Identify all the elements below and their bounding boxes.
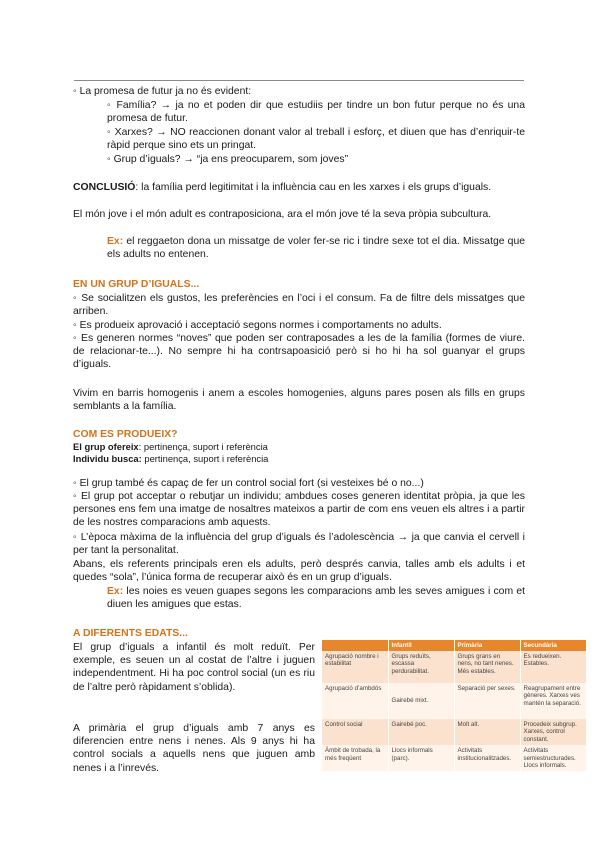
individual-seeks-line — [73, 453, 525, 465]
table-cell: Llocs informals (parc). — [388, 745, 454, 771]
table-cell: Gairebé mixt. — [388, 683, 454, 719]
table-header-cell: Secundària — [520, 640, 586, 651]
ages-paragraph-2: A primària el grup d’iguals amb 7 anys es diferencien entre nens i nenes. Als 9 anys hi ha control socials a aquells nens que juguen amb nenes i a l’inrevés. — [73, 723, 315, 774]
table-cell: Reagrupament entre gèneres. Xarxes ves mantén la separació. — [520, 683, 586, 719]
table-cell: Separació per sexes. — [454, 683, 520, 719]
peers-subbullet: ◦ Grup d’iguals? → “ja ens preocuparem, som joves” — [107, 154, 349, 165]
conclusion-example — [107, 235, 525, 261]
table-cell: Grups reduïts, escassa perdurabilitat. — [388, 651, 454, 683]
top-divider — [74, 80, 524, 81]
group-offers-text: : pertinença, suport i referència — [138, 441, 268, 452]
age-comparison-table — [322, 640, 587, 771]
table-header-row — [322, 640, 586, 651]
example-text: el reggaeton dona un missatge de voler fer-se ric i tindre sexe tot el dia. Missatge que els adults no entenen. — [107, 236, 525, 261]
family-subbullet: ◦ Família? → ja no et poden dir que estudiis per tindre un bon futur perque no és una promesa de futur. — [107, 100, 525, 125]
how-example-label: Ex: — [107, 586, 124, 597]
table-header-cell: Infantil — [388, 640, 454, 651]
example-label: Ex: — [107, 236, 124, 247]
table-cell: Activitats institucionalitzades. — [454, 745, 520, 771]
table-cell: Àmbit de trobada, la més freqüent — [322, 745, 388, 771]
peer-group-point-2: ◦ Es produeix aprovació i acceptació segons normes i comportaments no adults. — [73, 320, 442, 331]
how-example-text: les noies es veuen guapes segons les comparacions amb les seves amigues i com et diuen les amigues que estas. — [107, 586, 525, 611]
networks-subbullet: ◦ Xarxes? → NO reaccionen donant valor al treball i esforç, et diuen que has d’enriquir-te ràpid perque sino ets un pringat. — [107, 127, 525, 152]
peer-group-heading: EN UN GRUP D’IGUALS... — [73, 279, 200, 290]
table-row — [322, 745, 586, 771]
conclusion-paragraph — [73, 181, 525, 194]
table-cell: Grups grans en nens, no tant nenes. Més estables. — [454, 651, 520, 683]
how-point-1: ◦ El grup també és capaç de fer un control social fort (si vesteixes bé o no...) — [73, 478, 424, 489]
table-cell: Agrupació d’ambdós — [322, 683, 388, 719]
peer-group-paragraph: Vivim en barris homogenis i anem a escoles homogenies, alguns pares posen als fills en grups semblants a la família. — [73, 388, 525, 413]
table-row — [322, 719, 586, 745]
group-offers-label: El grup ofereix — [73, 441, 139, 452]
table-cell: Gairebé poc. — [388, 719, 454, 745]
individual-seeks-text: pertinença, suport i referència — [141, 453, 269, 464]
how-point-3: ◦ L’època màxima de la influència del grup d’iguals és l’adolescència → ja que canvia el cervell i per tant la personalitat. — [73, 532, 525, 557]
ages-paragraph-1: El grup d’iguals a infantil és molt reduït. Per exemple, es seuen un al costat de l’altre i juguen independentment. Hi ha poc control social (un es riu de l’altre però ràpidament s’oblida). — [73, 642, 315, 693]
promise-bullet: ◦ La promesa de futur ja no és evident: — [73, 86, 252, 97]
table-row — [322, 651, 586, 683]
table-cell: Activitats semiestructurades. Llocs informals. — [520, 745, 586, 771]
table-cell: Agrupació nombre i estabilitat — [322, 651, 388, 683]
how-example — [107, 585, 525, 611]
peer-group-point-3: ◦ Es generen normes “noves” que poden ser contraposades a les de la família (formes de viure. de relacionar-te...). No sempre hi ha contrsapoasició però si ho hi ha sol guanyar el grups d’iguals. — [73, 333, 525, 371]
table-header-cell: Primària — [454, 640, 520, 651]
table-header-cell — [322, 640, 388, 651]
conclusion-text-2: El món jove i el món adult es contraposiciona, ara el món jove té la seva pròpia subcultura. — [73, 209, 492, 220]
individual-seeks-label: Individu busca: — [73, 453, 142, 464]
how-point-2: ◦ El grup pot acceptar o rebutjar un individu; ambdues coses generen identitat pròpia, ja que les persones ens fem una imatge de nosaltres mateixos a partir de com ens veuen els altres i a partir de les nostres comparacions amb aquests. — [73, 491, 525, 529]
table-cell: Procedeix subgrup. Xarxes, control constant. — [520, 719, 586, 745]
how-heading: COM ES PRODUEIX? — [73, 429, 178, 440]
conclusion-label: CONCLUSIÓ — [73, 182, 136, 193]
table-cell: Molt alt. — [454, 719, 520, 745]
table-cell: Control social — [322, 719, 388, 745]
ages-heading: A DIFERENTS EDATS... — [73, 628, 188, 639]
table-row — [322, 683, 586, 719]
peer-group-point-1: ◦ Se socialitzen els gustos, les preferències en l’oci i el consum. Fa de filtre dels missatges que arriben. — [73, 293, 525, 318]
how-paragraph: Abans, els referents principals eren els adults, però després canvia, talles amb els adults i et quedes “sola”, l’única forma de recuperar això és en un grup d’iguals. — [73, 559, 525, 584]
conclusion-text: : la família perd legitimitat i la influència cau en les xarxes i els grups d’iguals. — [135, 182, 492, 193]
group-offers-line — [73, 441, 525, 453]
table-cell: Es redueixen. Estables. — [520, 651, 586, 683]
